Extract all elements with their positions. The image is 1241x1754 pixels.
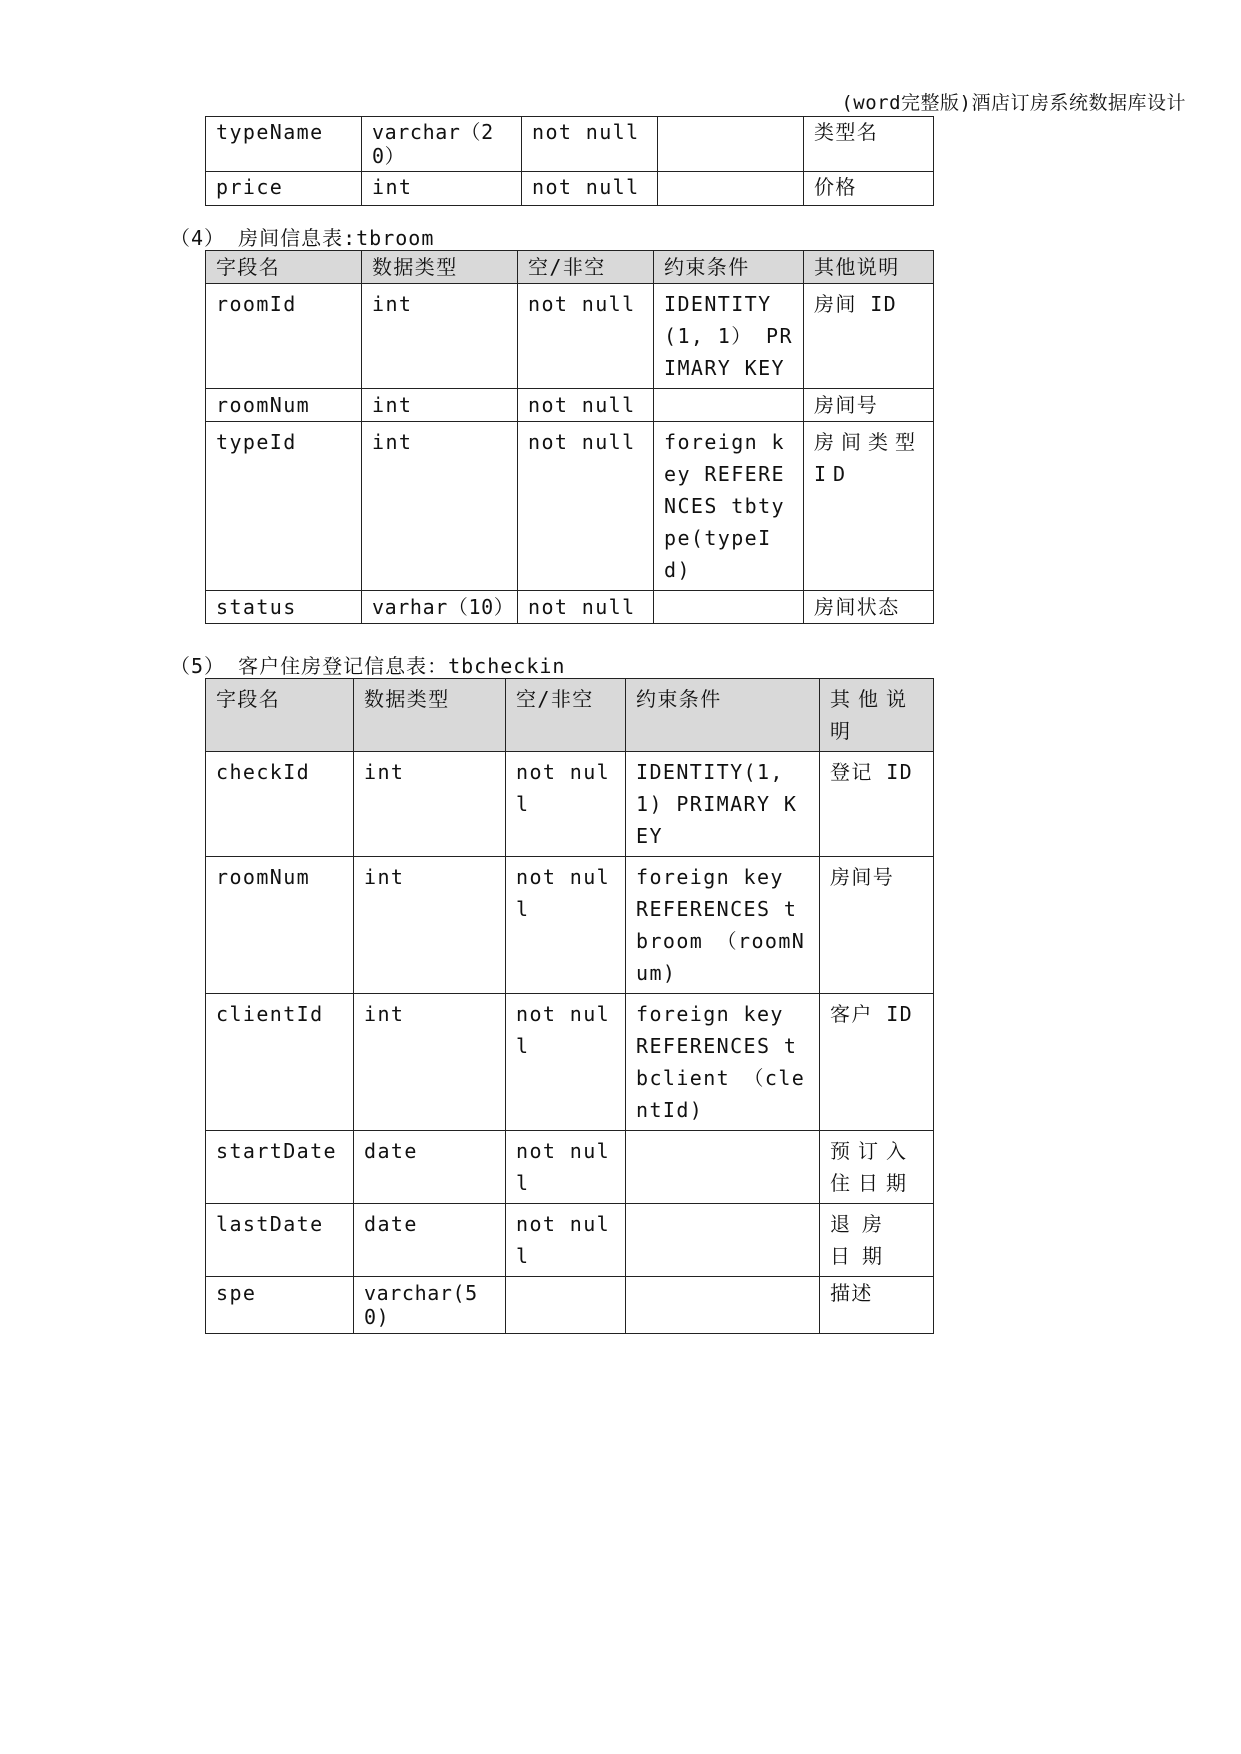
cell-null: not null xyxy=(522,172,658,206)
cell-constraint: IDENTITY(1, 1） PRIMARY KEY xyxy=(654,284,804,389)
cell-field: status xyxy=(206,591,362,624)
table-row xyxy=(206,1204,934,1277)
cell-null: not null xyxy=(506,857,626,994)
table-row xyxy=(206,1131,934,1204)
cell-type: int xyxy=(354,857,506,994)
cell-note: 登记 ID xyxy=(820,752,934,857)
header-null: 空/非空 xyxy=(518,251,654,284)
table-row xyxy=(206,117,934,172)
cell-field: roomNum xyxy=(206,389,362,422)
cell-constraint: foreign key REFERENCES tbtype(typeId) xyxy=(654,422,804,591)
table-row xyxy=(206,422,934,591)
table-row xyxy=(206,752,934,857)
header-note: 其他说明 xyxy=(820,679,934,752)
cell-field: typeName xyxy=(206,117,362,172)
cell-type: int xyxy=(354,994,506,1131)
cell-type: varhar（10） xyxy=(362,591,518,624)
cell-note: 房间状态 xyxy=(804,591,934,624)
cell-note: 描述 xyxy=(820,1277,934,1334)
cell-field: price xyxy=(206,172,362,206)
cell-note: 类型名 xyxy=(804,117,934,172)
cell-constraint xyxy=(626,1204,820,1277)
cell-constraint xyxy=(658,172,804,206)
table-row xyxy=(206,284,934,389)
header-note: 其他说明 xyxy=(804,251,934,284)
section-5-caption: （5） 客户住房登记信息表：tbcheckin xyxy=(170,654,566,678)
cell-constraint: IDENTITY(1, 1) PRIMARY KEY xyxy=(626,752,820,857)
cell-constraint xyxy=(626,1277,820,1334)
cell-field: spe xyxy=(206,1277,354,1334)
header-field: 字段名 xyxy=(206,679,354,752)
cell-field: roomNum xyxy=(206,857,354,994)
section-4-caption: （4） 房间信息表:tbroom xyxy=(170,226,435,250)
cell-constraint xyxy=(626,1131,820,1204)
cell-field: startDate xyxy=(206,1131,354,1204)
cell-type: varchar(50) xyxy=(354,1277,506,1334)
header-field: 字段名 xyxy=(206,251,362,284)
table-row xyxy=(206,389,934,422)
table-row xyxy=(206,857,934,994)
table-row xyxy=(206,591,934,624)
header-constraint: 约束条件 xyxy=(626,679,820,752)
header-constraint: 约束条件 xyxy=(654,251,804,284)
cell-constraint: foreign key REFERENCES tbroom （roomNum) xyxy=(626,857,820,994)
header-type: 数据类型 xyxy=(362,251,518,284)
cell-null: not null xyxy=(506,1204,626,1277)
cell-note: 房间号 xyxy=(804,389,934,422)
table-row xyxy=(206,172,934,206)
cell-field: lastDate xyxy=(206,1204,354,1277)
cell-constraint xyxy=(658,117,804,172)
cell-null: not null xyxy=(518,389,654,422)
cell-null: not null xyxy=(522,117,658,172)
table-row xyxy=(206,994,934,1131)
cell-note: 房间类型ID xyxy=(804,422,934,591)
cell-type: date xyxy=(354,1204,506,1277)
tbcheckin-table xyxy=(205,678,934,1334)
cell-note: 退房日期 xyxy=(820,1204,934,1277)
header-null: 空/非空 xyxy=(506,679,626,752)
cell-null: not null xyxy=(518,284,654,389)
cell-note: 房间 ID xyxy=(804,284,934,389)
cell-type: int xyxy=(362,389,518,422)
cell-note: 价格 xyxy=(804,172,934,206)
cell-field: roomId xyxy=(206,284,362,389)
cell-null: not null xyxy=(506,1131,626,1204)
table-row xyxy=(206,1277,934,1334)
cell-null: not null xyxy=(506,752,626,857)
page-header: (word完整版)酒店订房系统数据库设计 xyxy=(841,92,1186,114)
cell-note: 预订入住日期 xyxy=(820,1131,934,1204)
tbroom-table xyxy=(205,250,934,624)
cell-type: int xyxy=(354,752,506,857)
cell-type: date xyxy=(354,1131,506,1204)
room-type-table-continued xyxy=(205,116,934,206)
cell-null: not null xyxy=(518,591,654,624)
cell-constraint xyxy=(654,591,804,624)
cell-field: typeId xyxy=(206,422,362,591)
header-type: 数据类型 xyxy=(354,679,506,752)
cell-null: not null xyxy=(506,994,626,1131)
cell-type: int xyxy=(362,284,518,389)
cell-field: clientId xyxy=(206,994,354,1131)
table-header-row xyxy=(206,251,934,284)
cell-type: varchar（20） xyxy=(362,117,522,172)
cell-null xyxy=(506,1277,626,1334)
cell-type: int xyxy=(362,172,522,206)
cell-note: 客户 ID xyxy=(820,994,934,1131)
cell-constraint xyxy=(654,389,804,422)
table-header-row xyxy=(206,679,934,752)
cell-null: not null xyxy=(518,422,654,591)
cell-type: int xyxy=(362,422,518,591)
cell-note: 房间号 xyxy=(820,857,934,994)
cell-field: checkId xyxy=(206,752,354,857)
cell-constraint: foreign key REFERENCES tbclient （clentId) xyxy=(626,994,820,1131)
